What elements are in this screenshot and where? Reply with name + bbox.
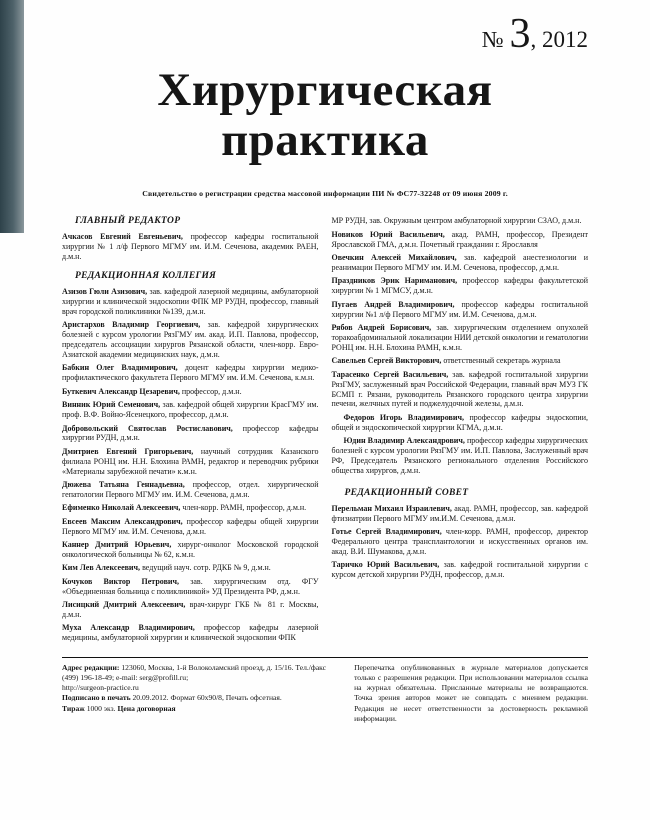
footer <box>0 658 650 725</box>
editorial-council-heading: РЕДАКЦИОННЫЙ СОВЕТ <box>344 487 469 498</box>
board-member-entry <box>332 253 589 273</box>
board-member-entry <box>62 387 319 397</box>
board-member-entry <box>62 400 319 420</box>
left-column <box>62 216 319 646</box>
print-label: Подписано в печать <box>62 693 131 703</box>
member-description: научный сотрудник Казанского филиала РОНЦ им. Н.Н. Блохина РАМН, редактор и переводчик рубрики «Материалы зарубежной печати» к.м.н. <box>62 446 319 476</box>
member-description: член-корр. РАМН, профессор, д.м.н. <box>182 503 307 513</box>
member-description: профессор кафедры факультетской хирургии № 1 МГМСУ, д.м.н. <box>331 276 588 296</box>
member-description: зав. кафедрой лазерной медицины, амбулаторной хирургии и клинической эндоскопии ФПК МР РУДН, профессор, главный врач городской поликлиники №139, д.м.н. <box>62 287 319 316</box>
board-member-entry <box>62 600 319 620</box>
member-name: Лисицкий Дмитрий Алексеевич, <box>62 600 186 610</box>
member-description: зав. кафедрой анестезиологии и реанимации Первого МГМУ им. И.М. Сеченова, профессор, д.м.н. <box>331 253 588 273</box>
publisher-info <box>62 663 338 725</box>
issue-year: , 2012 <box>530 27 588 52</box>
member-description: зав. хирургическим отделением опухолей торакоабдоминальной локализации НИИ детской онкологии и гематологии РОНЦ им. Н.Н. Блохина РАМН, к.м.н. <box>331 323 588 352</box>
print-line <box>62 693 338 703</box>
member-name: Овечкин Алексей Михайлович, <box>331 253 457 263</box>
member-name: Юдин Владимир Александрович, <box>343 436 465 446</box>
member-name: Дюжева Татьяна Геннадьевна, <box>62 480 185 490</box>
member-description: профессор кафедры эндоскопии, общей и эндоскопической хирургии КГМА, д.м.н. <box>331 412 588 432</box>
editorial-board-list-left <box>62 287 319 643</box>
member-description: акад. РАМН, профессор, Президент Ярославской ГМА, д.м.н. Почетный гражданин г. Ярославля <box>331 229 588 249</box>
journal-title-line1: Хирургическая <box>157 63 493 116</box>
member-name: Дмитриев Евгений Григорьевич, <box>62 446 194 456</box>
board-member-entry <box>332 276 589 296</box>
chief-editor-heading: ГЛАВНЫЙ РЕДАКТОР <box>75 216 181 227</box>
board-member-entry <box>332 370 589 410</box>
tirazh-text: 1000 экз. <box>86 703 116 713</box>
issue-number <box>0 0 650 57</box>
member-name: Перельман Михаил Израилевич, <box>331 503 452 513</box>
editorial-columns <box>0 216 650 646</box>
member-description: зав. кафедрой хирургических болезней с курсом урологии РязГМУ им. акад. И.П. Павлова, профессор, председатель ассоциации хирургов Рязанской области, член-корр. Евро-Азиатской академии медицинских наук, д.м.н. <box>62 320 319 360</box>
board-member-entry <box>62 480 319 500</box>
board-member-entry <box>62 363 319 383</box>
continued-entry-text: МР РУДН, зав. Окружным центром амбулаторной хирургии СЗАО, д.м.н. <box>331 216 582 226</box>
member-name: Пугаев Андрей Владимирович, <box>331 299 455 309</box>
board-member-entry <box>332 323 589 353</box>
member-description: зав. кафедрой госпитальной хирургии с курсом детской хирургии РУДН, профессор, д.м.н. <box>331 560 589 580</box>
member-description: ведущий науч. сотр. РДКБ № 9, д.м.н. <box>142 563 271 573</box>
member-name: Тарасенко Сергей Васильевич, <box>331 369 449 379</box>
print-text: 20.09.2012. Формат 60х90/8, Печать офсетная. <box>132 693 282 703</box>
board-member-entry <box>332 413 589 433</box>
editorial-board-heading: РЕДАКЦИОННАЯ КОЛЛЕГИЯ <box>75 271 217 282</box>
registration-line: Свидетельство о регистрации средства массовой информации ПИ № ФС77-32248 от 09 июня 2009 г. <box>142 189 508 199</box>
member-description: профессор, отдел. хирургической гепатологии Первого МГМУ им. И.М. Сеченова, д.м.н. <box>62 480 319 499</box>
member-description: зав. хирургическим отд. ФГУ «Объединенная больница с поликлиникой» УД Президента РФ, д.м.н. <box>62 576 319 596</box>
member-description: доцент кафедры хирургии медико-профилактического факультета Первого МГМУ им. И.М. Сеченова, к.м.н. <box>62 363 319 383</box>
member-description: профессор кафедры госпитальной хирургии №1 л/ф Первого МГМУ им. И.М. Сеченова, д.м.н. <box>331 299 589 319</box>
address-line <box>62 663 338 684</box>
member-name: Праздников Эрик Нариманович, <box>331 276 458 286</box>
tirazh-label: Тираж <box>62 703 85 713</box>
member-description: член-корр. РАМН, профессор, директор Федерального центра трансплантологии и искусственных органов им. акад. В.И. Шумакова, д.м.н. <box>331 527 588 556</box>
editorial-board-list-right <box>332 230 589 476</box>
board-member-entry <box>332 356 589 366</box>
right-column <box>332 216 589 646</box>
left-edge-band <box>0 0 24 233</box>
member-name: Савельев Сергей Викторович, <box>331 356 442 366</box>
member-name: Таричко Юрий Васильевич, <box>331 560 440 570</box>
board-member-entry <box>62 517 319 537</box>
issue-prefix: № <box>481 27 504 52</box>
member-name: Ачкасов Евгений Евгеньевич, <box>62 232 183 242</box>
member-name: Добровольский Святослав Ростиславович, <box>62 423 233 433</box>
member-description: профессор кафедры хирургии РУДН, д.м.н. <box>62 423 319 443</box>
council-member-entry <box>332 504 589 524</box>
member-name: Аристархов Владимир Георгиевич, <box>62 320 201 330</box>
issue-big-number: 3 <box>509 11 531 57</box>
member-name: Азизов Гюли Азизович, <box>62 287 148 297</box>
copyright-notice: Перепечатка опубликованных в журнале материалов допускается только с разрешения редакции. При использовании материалов ссылка на журнал обязательна. Присланные материалы не возвращаются. Точка зрения авторов может не совпадать с мнением редакции. Редакция не несет ответственности за достоверность рекламной информации. <box>354 662 588 723</box>
board-member-entry <box>62 623 319 643</box>
member-description: врач-хирург ГКБ № 81 г. Москвы, д.м.н. <box>62 600 319 620</box>
board-member-entry <box>62 447 319 477</box>
member-description: профессор кафедры хирургических болезней с курсом урологии РязГМУ им. И.П. Павлова, Заслуженный врач РФ, Председатель Рязанского регионального отделения Российского общества хирургов, д.м.н. <box>331 436 589 475</box>
editorial-council-list <box>332 504 589 580</box>
address-label: Адрес редакции: <box>62 662 120 672</box>
address-text: 123060, Москва, 1-й Волоколамский проезд, д. 15/16. Тел./факс (499) 196-18-49; e-mail: serg@profill.ru; <box>62 662 327 682</box>
member-description: профессор, д.м.н. <box>181 386 242 396</box>
member-description: профессор кафедры госпитальной хирургии № 1 л/ф Первого МГМУ им. И.М. Сеченова, академик РАЕН, д.м.н. <box>62 232 319 262</box>
board-member-entry <box>62 287 319 317</box>
member-name: Каннер Дмитрий Юрьевич, <box>62 540 172 550</box>
board-member-entry <box>332 436 589 476</box>
member-description: зав. кафедрой госпитальной хирургии РязГМУ, заслуженный врач Российской Федерации, главный врач МУЗ ГК БСМП г. Рязани, руководитель Рязанского городского центра хирургии печени, желчных путей и поджелудочной железы, д.м.н. <box>331 369 589 409</box>
board-member-entry <box>62 540 319 560</box>
member-name: Бабкин Олег Владимирович, <box>62 363 178 373</box>
journal-title <box>0 63 650 166</box>
member-name: Готье Сергей Владимирович, <box>331 527 442 537</box>
board-member-entry <box>62 424 319 444</box>
board-member-entry <box>332 230 589 250</box>
board-member-entry <box>62 503 319 513</box>
member-description: акад. РАМН, профессор, зав. кафедрой фтизиатрии Первого МГМУ им.И.М. Сеченова, д.м.н. <box>331 503 588 523</box>
price-label: Цена договорная <box>117 703 176 713</box>
board-member-entry <box>62 563 319 573</box>
board-member-entry <box>62 320 319 360</box>
member-description: хирург-онколог Московской городской онкологической больницы № 62, к.м.н. <box>62 540 319 559</box>
council-member-entry <box>332 560 589 580</box>
board-member-entry <box>62 577 319 597</box>
member-description: зав. кафедрой общей хирургии КрасГМУ им. проф. В.Ф. Войно-Ясенецкого, профессор, д.м.н. <box>62 400 319 420</box>
member-description: профессор кафедры лазерной медицины, амбулаторной хирургии и клинической эндоскопии ФПК <box>62 623 319 643</box>
member-name: Буткевич Александр Цезаревич, <box>62 386 180 396</box>
member-name: Кочуков Виктор Петрович, <box>62 576 180 586</box>
member-name: Рябов Андрей Борисович, <box>331 323 432 333</box>
tirazh-line <box>62 704 338 714</box>
member-description: профессор кафедры общей хирургии Первого МГМУ им. И.М. Сеченова, д.м.н. <box>62 516 319 536</box>
member-name: Евсеев Максим Александрович, <box>62 516 183 526</box>
chief-editor-entry <box>62 232 319 262</box>
website-url: http://surgeon-practice.ru <box>62 683 139 693</box>
board-member-entry <box>332 300 589 320</box>
journal-title-line2: практика <box>221 113 429 166</box>
council-member-entry <box>332 527 589 557</box>
member-description: ответственный секретарь журнала <box>443 356 561 366</box>
member-name: Федоров Игорь Владимирович, <box>343 412 464 422</box>
member-name: Новиков Юрий Васильевич, <box>331 229 445 239</box>
member-name: Винник Юрий Семенович, <box>62 400 161 410</box>
member-name: Муха Александр Владимирович, <box>62 623 195 633</box>
member-name: Ефименко Николай Алексеевич, <box>62 503 181 513</box>
member-name: Ким Лев Алексеевич, <box>62 563 141 573</box>
